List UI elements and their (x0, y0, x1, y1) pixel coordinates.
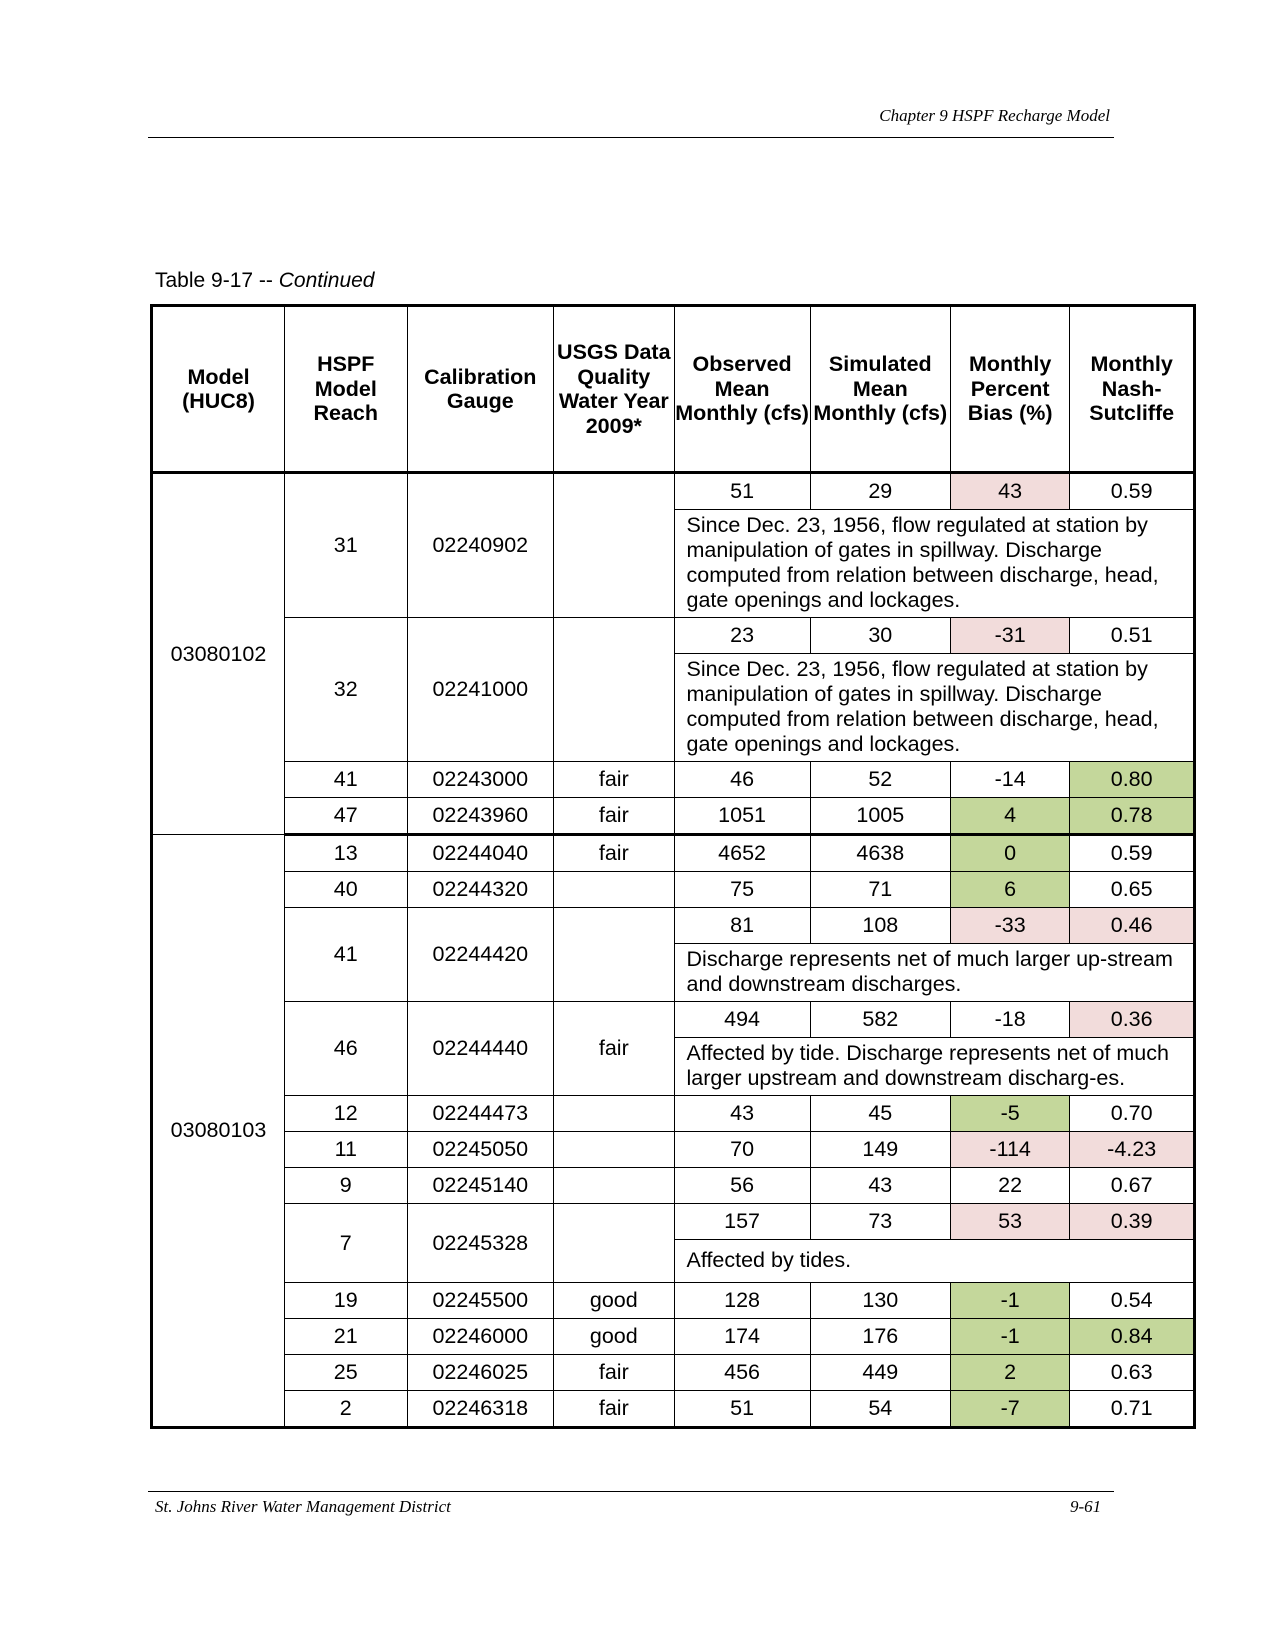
nse-cell: 0.51 (1070, 618, 1195, 654)
nse-cell: 0.71 (1070, 1391, 1195, 1428)
gauge-cell: 02240902 (407, 473, 554, 618)
nse-cell: -4.23 (1070, 1132, 1195, 1168)
caption-continued: Continued (278, 269, 375, 292)
nse-cell: 0.63 (1070, 1355, 1195, 1391)
header-simulated-mean: Simulated Mean Monthly (cfs) (810, 306, 950, 473)
gauge-cell: 02244320 (407, 872, 554, 908)
simulated-cell: 1005 (810, 798, 950, 835)
header-nash-sutcliffe: Monthly Nash-Sutcliffe (1070, 306, 1195, 473)
nse-cell: 0.70 (1070, 1096, 1195, 1132)
reach-cell: 13 (284, 835, 407, 872)
footer-organization: St. Johns River Water Management District (155, 1497, 451, 1516)
table-row (152, 1355, 1195, 1391)
bias-cell: 22 (950, 1168, 1069, 1204)
table-body (152, 473, 1195, 1428)
nse-cell: 0.65 (1070, 872, 1195, 908)
header-observed-mean: Observed Mean Monthly (cfs) (674, 306, 810, 473)
simulated-cell: 4638 (810, 835, 950, 872)
bias-cell: -5 (950, 1096, 1069, 1132)
remark-cell: Discharge represents net of much larger up-stream and downstream discharges. (674, 944, 1194, 1002)
simulated-cell: 29 (810, 473, 950, 510)
nse-cell: 0.59 (1070, 835, 1195, 872)
reach-cell: 46 (284, 1002, 407, 1096)
header-hspf-reach: HSPF Model Reach (284, 306, 407, 473)
observed-cell: 4652 (674, 835, 810, 872)
bias-cell: 0 (950, 835, 1069, 872)
simulated-cell: 449 (810, 1355, 950, 1391)
header-usgs-quality: USGS Data Quality Water Year 2009* (554, 306, 674, 473)
observed-cell: 128 (674, 1283, 810, 1319)
simulated-cell: 52 (810, 762, 950, 798)
remark-cell: Affected by tides. (674, 1240, 1194, 1283)
gauge-cell: 02245050 (407, 1132, 554, 1168)
quality-cell: fair (554, 1355, 674, 1391)
reach-cell: 21 (284, 1319, 407, 1355)
reach-cell: 40 (284, 872, 407, 908)
reach-cell: 7 (284, 1204, 407, 1283)
observed-cell: 51 (674, 1391, 810, 1428)
observed-cell: 46 (674, 762, 810, 798)
bias-cell: 2 (950, 1355, 1069, 1391)
quality-cell (554, 872, 674, 908)
table-row (152, 1132, 1195, 1168)
quality-cell (554, 473, 674, 618)
quality-cell (554, 1096, 674, 1132)
calibration-table (150, 304, 1196, 1429)
reach-cell: 32 (284, 618, 407, 762)
header-percent-bias: Monthly Percent Bias (%) (950, 306, 1069, 473)
quality-cell: fair (554, 798, 674, 835)
table-row (152, 872, 1195, 908)
table-row (152, 1319, 1195, 1355)
gauge-cell: 02246025 (407, 1355, 554, 1391)
running-head: Chapter 9 HSPF Recharge Model (879, 106, 1110, 125)
quality-cell: good (554, 1283, 674, 1319)
simulated-cell: 43 (810, 1168, 950, 1204)
nse-cell: 0.39 (1070, 1204, 1195, 1240)
reach-cell: 12 (284, 1096, 407, 1132)
simulated-cell: 54 (810, 1391, 950, 1428)
gauge-cell: 02244420 (407, 908, 554, 1002)
nse-cell: 0.59 (1070, 473, 1195, 510)
observed-cell: 43 (674, 1096, 810, 1132)
quality-cell (554, 1168, 674, 1204)
gauge-cell: 02246000 (407, 1319, 554, 1355)
table-row (152, 618, 1195, 654)
gauge-cell: 02243960 (407, 798, 554, 835)
header-model-huc8: Model (HUC8) (152, 306, 285, 473)
remark-cell: Since Dec. 23, 1956, flow regulated at station by manipulation of gates in spillway. Discharge computed from relation between discharge, head, gate openings and lockages. (674, 510, 1194, 618)
nse-cell: 0.54 (1070, 1283, 1195, 1319)
reach-cell: 41 (284, 762, 407, 798)
page-number: 9-61 (1070, 1497, 1102, 1516)
observed-cell: 70 (674, 1132, 810, 1168)
gauge-cell: 02241000 (407, 618, 554, 762)
gauge-cell: 02246318 (407, 1391, 554, 1428)
simulated-cell: 30 (810, 618, 950, 654)
gauge-cell: 02244440 (407, 1002, 554, 1096)
reach-cell: 11 (284, 1132, 407, 1168)
nse-cell: 0.80 (1070, 762, 1195, 798)
huc8-cell: 03080103 (152, 835, 285, 1428)
quality-cell: good (554, 1319, 674, 1355)
bias-cell: -114 (950, 1132, 1069, 1168)
nse-cell: 0.46 (1070, 908, 1195, 944)
reach-cell: 31 (284, 473, 407, 618)
simulated-cell: 45 (810, 1096, 950, 1132)
simulated-cell: 130 (810, 1283, 950, 1319)
bias-cell: -33 (950, 908, 1069, 944)
table-row (152, 473, 1195, 510)
remark-cell: Affected by tide. Discharge represents net of much larger upstream and downstream discharg-es. (674, 1038, 1194, 1096)
quality-cell: fair (554, 1002, 674, 1096)
bias-cell: -1 (950, 1283, 1069, 1319)
bias-cell: 6 (950, 872, 1069, 908)
reach-cell: 19 (284, 1283, 407, 1319)
header-rule (148, 137, 1114, 138)
gauge-cell: 02245328 (407, 1204, 554, 1283)
quality-cell: fair (554, 835, 674, 872)
caption-prefix: Table 9-17 -- (155, 269, 279, 292)
simulated-cell: 176 (810, 1319, 950, 1355)
bias-cell: 43 (950, 473, 1069, 510)
nse-cell: 0.36 (1070, 1002, 1195, 1038)
quality-cell (554, 908, 674, 1002)
quality-cell: fair (554, 1391, 674, 1428)
header-calibration-gauge: Calibration Gauge (407, 306, 554, 473)
simulated-cell: 73 (810, 1204, 950, 1240)
table-row (152, 1204, 1195, 1240)
observed-cell: 23 (674, 618, 810, 654)
table-row (152, 1283, 1195, 1319)
gauge-cell: 02244473 (407, 1096, 554, 1132)
reach-cell: 9 (284, 1168, 407, 1204)
gauge-cell: 02244040 (407, 835, 554, 872)
table-row (152, 1002, 1195, 1038)
gauge-cell: 02243000 (407, 762, 554, 798)
observed-cell: 456 (674, 1355, 810, 1391)
observed-cell: 75 (674, 872, 810, 908)
bias-cell: -14 (950, 762, 1069, 798)
observed-cell: 1051 (674, 798, 810, 835)
simulated-cell: 108 (810, 908, 950, 944)
reach-cell: 41 (284, 908, 407, 1002)
quality-cell (554, 1132, 674, 1168)
table-row (152, 908, 1195, 944)
header-row (152, 306, 1195, 473)
simulated-cell: 582 (810, 1002, 950, 1038)
observed-cell: 174 (674, 1319, 810, 1355)
bias-cell: 53 (950, 1204, 1069, 1240)
remark-cell: Since Dec. 23, 1956, flow regulated at station by manipulation of gates in spillway. Discharge computed from relation between discharge, head, gate openings and lockages. (674, 654, 1194, 762)
table-row (152, 762, 1195, 798)
bias-cell: -7 (950, 1391, 1069, 1428)
bias-cell: -31 (950, 618, 1069, 654)
bias-cell: -1 (950, 1319, 1069, 1355)
quality-cell: fair (554, 762, 674, 798)
reach-cell: 47 (284, 798, 407, 835)
reach-cell: 2 (284, 1391, 407, 1428)
observed-cell: 51 (674, 473, 810, 510)
gauge-cell: 02245140 (407, 1168, 554, 1204)
nse-cell: 0.67 (1070, 1168, 1195, 1204)
footer-rule (148, 1491, 1114, 1492)
nse-cell: 0.84 (1070, 1319, 1195, 1355)
gauge-cell: 02245500 (407, 1283, 554, 1319)
quality-cell (554, 618, 674, 762)
huc8-cell: 03080102 (152, 473, 285, 835)
simulated-cell: 149 (810, 1132, 950, 1168)
observed-cell: 81 (674, 908, 810, 944)
observed-cell: 157 (674, 1204, 810, 1240)
table-row (152, 1168, 1195, 1204)
table-row (152, 798, 1195, 835)
bias-cell: -18 (950, 1002, 1069, 1038)
reach-cell: 25 (284, 1355, 407, 1391)
table-caption (155, 269, 374, 293)
simulated-cell: 71 (810, 872, 950, 908)
bias-cell: 4 (950, 798, 1069, 835)
table-row (152, 1096, 1195, 1132)
quality-cell (554, 1204, 674, 1283)
nse-cell: 0.78 (1070, 798, 1195, 835)
table-row (152, 1391, 1195, 1428)
observed-cell: 494 (674, 1002, 810, 1038)
table-row (152, 835, 1195, 872)
observed-cell: 56 (674, 1168, 810, 1204)
